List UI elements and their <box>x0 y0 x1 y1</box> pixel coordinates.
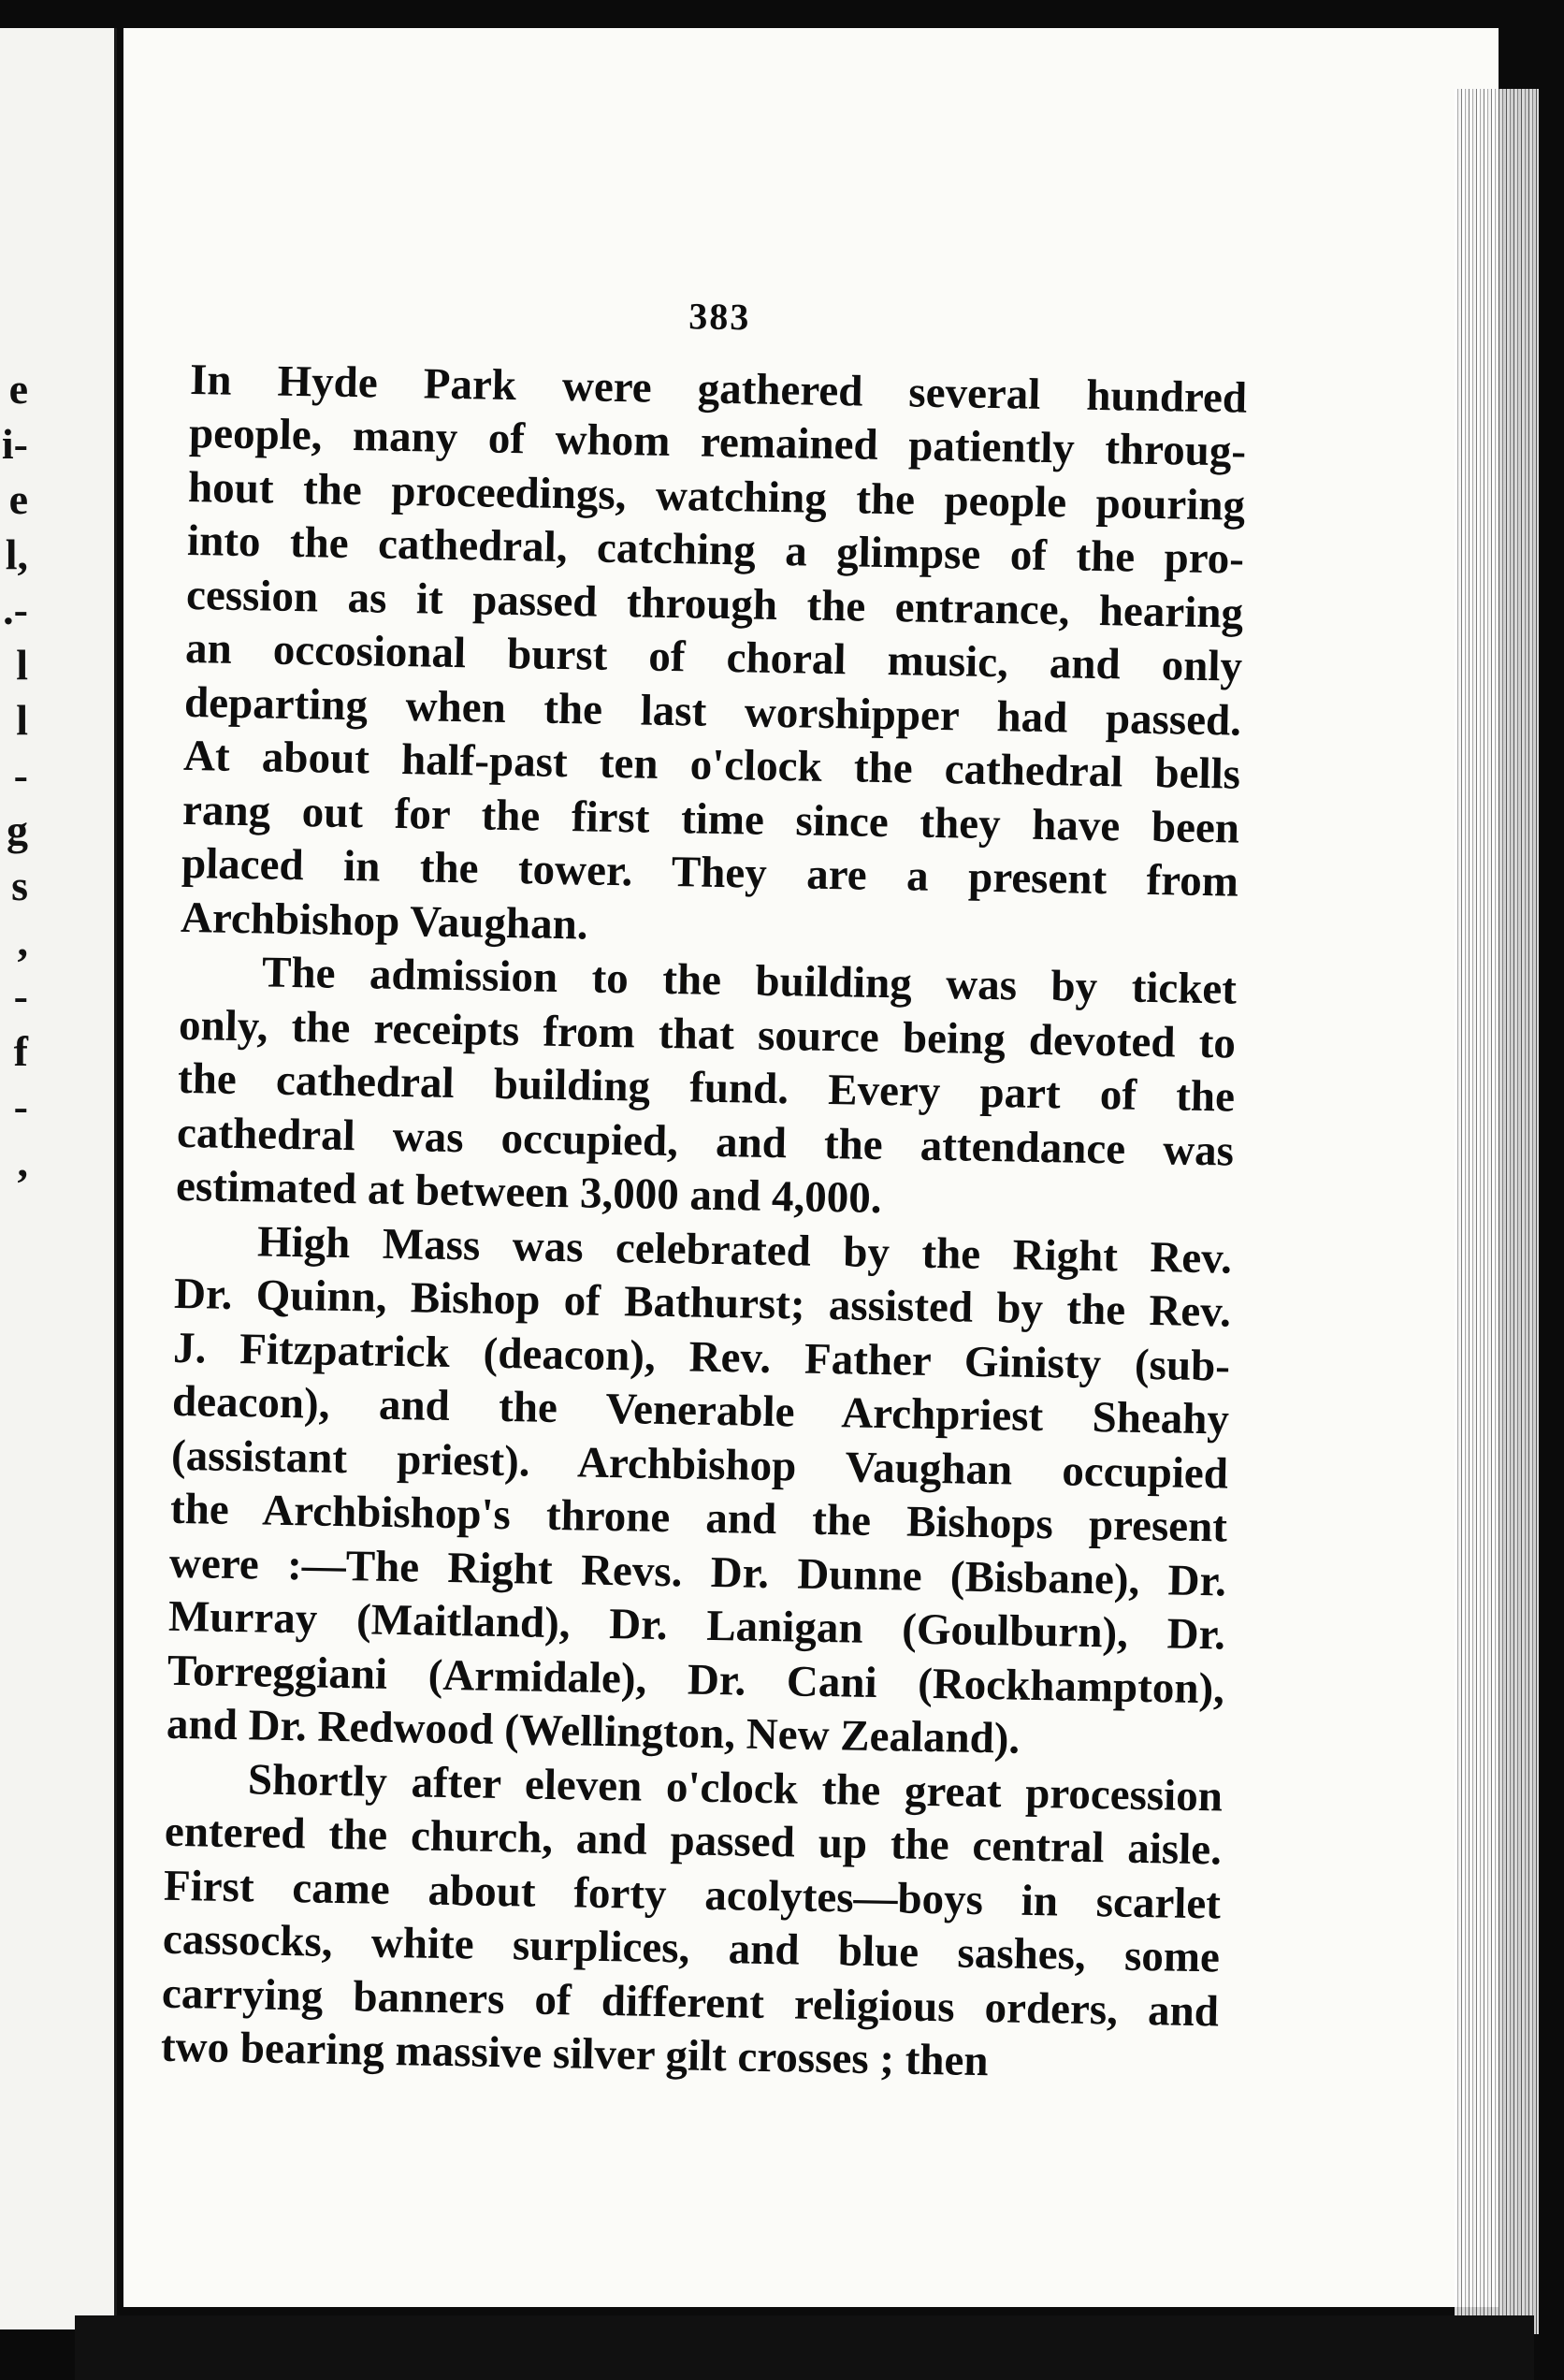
text-line: Murray (Maitland), Dr. Lanigan (Goulburn), Dr. <box>167 1591 1226 1660</box>
previous-page-edge <box>0 28 117 2329</box>
previous-page-char: - <box>13 751 28 799</box>
text-line: Archbishop Vaughan. <box>180 892 588 949</box>
text-line: cassocks, white surplices, and blue sashes, some <box>162 1914 1221 1982</box>
paragraph <box>181 353 1248 963</box>
text-line: the cathedral building fund. Every part of the <box>177 1053 1236 1122</box>
previous-page-char: f <box>13 1027 28 1075</box>
previous-page-char: , <box>17 1138 28 1185</box>
text-line: two bearing massive silver gilt crosses ; then <box>160 2022 990 2086</box>
paragraph <box>161 1751 1224 2093</box>
paragraph <box>167 1213 1233 1770</box>
previous-page-char: l <box>16 696 28 744</box>
page-text-block <box>161 281 1249 2093</box>
text-line: the Archbishop's throne and the Bishops present <box>169 1484 1228 1552</box>
paragraph <box>176 945 1238 1232</box>
text-line: At about half-past ten o'clock the cathedral bells <box>182 731 1241 799</box>
previous-page-char: e <box>8 475 28 523</box>
text-line: were :—The Right Revs. Dr. Dunne (Bisbane), Dr. <box>168 1538 1227 1606</box>
text-line: deacon), and the Venerable Archpriest Sheahy <box>171 1376 1230 1444</box>
previous-page-char: .- <box>3 586 28 633</box>
text-line: placed in the tower. They are a present from <box>181 838 1239 907</box>
previous-page-char: - <box>13 972 28 1020</box>
scan-border <box>75 2315 1534 2380</box>
text-line: First came about forty acolytes—boys in scarlet <box>163 1861 1222 1928</box>
text-line: cathedral was occupied, and the attendance was <box>176 1108 1235 1176</box>
previous-page-char: l, <box>5 530 28 578</box>
previous-page-char: l <box>16 641 28 689</box>
body-text <box>161 353 1248 2092</box>
previous-page-char: , <box>17 917 28 965</box>
previous-page-char: i- <box>1 420 28 468</box>
previous-page-char: s <box>11 862 28 909</box>
text-line: entered the church, and passed up the central aisle. <box>164 1807 1223 1875</box>
text-line: cession as it passed through the entrance, hearing <box>185 570 1244 638</box>
text-line: estimated at between 3,000 and 4,000. <box>175 1161 883 1224</box>
text-line: rang out for the first time since they have been <box>181 785 1240 853</box>
text-line: only, the receipts from that source being devoted to <box>178 1000 1237 1068</box>
text-line: and Dr. Redwood (Wellington, New Zealand). <box>166 1699 1021 1763</box>
previous-page-char: g <box>7 806 28 854</box>
text-line: Shortly after eleven o'clock the great procession <box>247 1754 1224 1821</box>
text-line: an occosional burst of choral music, and only <box>184 623 1243 691</box>
text-line: High Mass was celebrated by the Right Rev. <box>256 1216 1233 1284</box>
text-line: hout the proceedings, watching the people pouring <box>187 462 1246 530</box>
text-line: carrying banners of different religious orders, and <box>161 1968 1220 2036</box>
text-line: Torreggiani (Armidale), Dr. Cani (Rockhampton), <box>167 1646 1225 1713</box>
previous-page-char: e <box>8 365 28 413</box>
text-line: (assistant priest). Archbishop Vaughan occupied <box>170 1430 1229 1499</box>
text-line: into the cathedral, catching a glimpse of the pro- <box>186 515 1245 584</box>
text-line: J. Fitzpatrick (deacon), Rev. Father Ginisty (sub- <box>172 1323 1231 1391</box>
text-line: The admission to the building was by ticket <box>261 948 1238 1014</box>
previous-page-char: - <box>13 1082 28 1130</box>
text-line: people, many of whom remained patiently throug- <box>188 408 1247 476</box>
text-line: departing when the last worshipper had passed. <box>183 677 1242 746</box>
page-number: 383 <box>688 295 751 339</box>
text-line: In Hyde Park were gathered several hundred <box>189 355 1248 423</box>
page-stack-edge <box>1455 89 1539 2334</box>
text-line: Dr. Quinn, Bishop of Bathurst; assisted by the Rev. <box>173 1269 1232 1337</box>
previous-page-text-fragment <box>0 361 28 1189</box>
